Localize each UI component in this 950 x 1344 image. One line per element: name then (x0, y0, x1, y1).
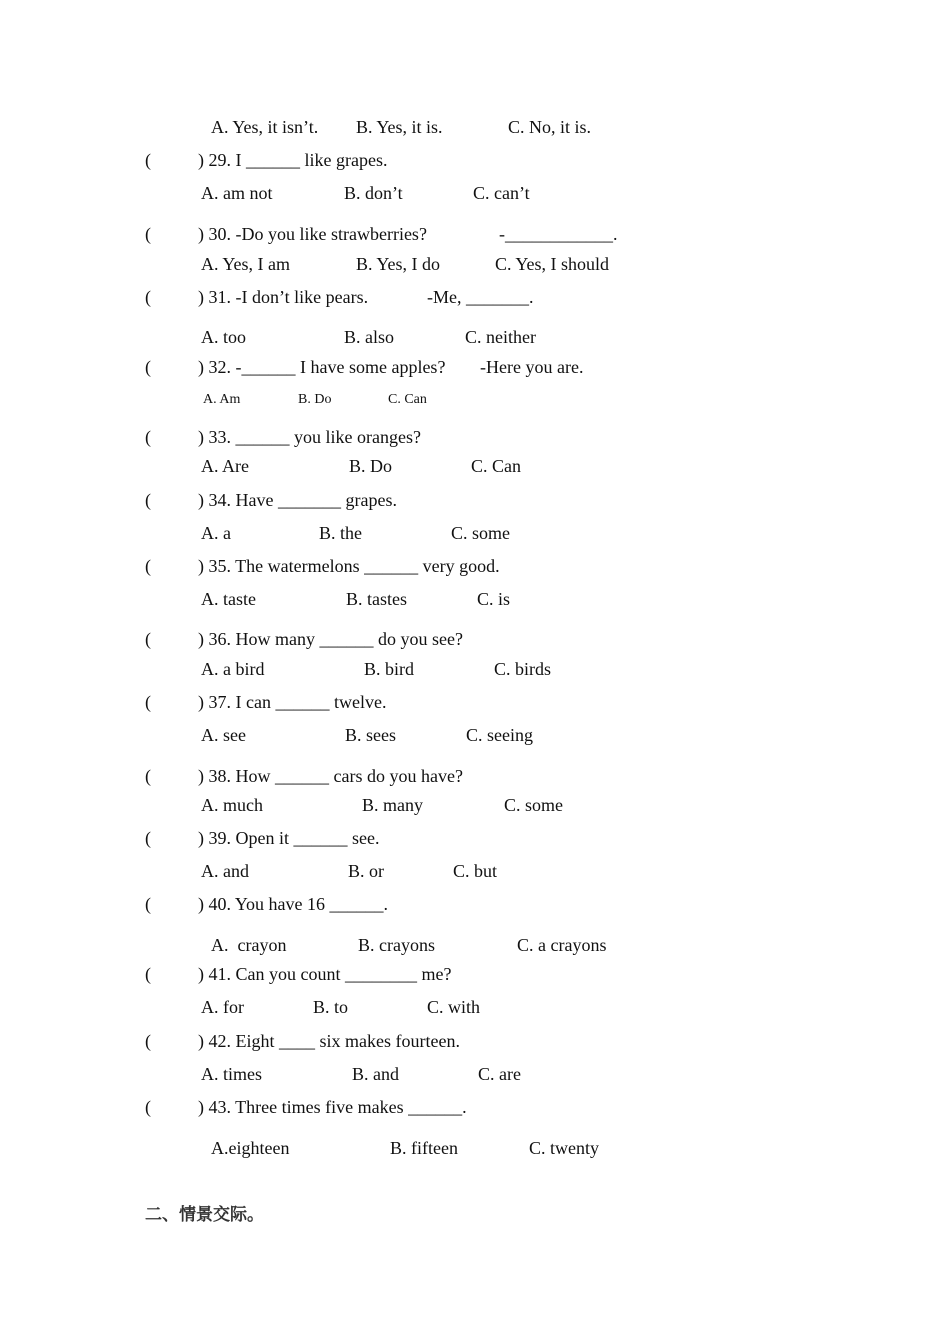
q41-option-a: A. for (201, 997, 244, 1017)
answer-paren: ( (145, 692, 151, 712)
q43-option-b: B. fifteen (390, 1138, 458, 1158)
answer-paren: ( (145, 1097, 151, 1117)
q30-option-a: A. Yes, I am (201, 254, 291, 274)
q31-option-c: C. neither (465, 327, 536, 347)
q37-option-b: B. sees (345, 725, 396, 745)
q40-option-b: B. crayons (358, 935, 435, 955)
q41-option-b: B. to (313, 997, 349, 1017)
question-38: ) 38. How ______ cars do you have? (198, 766, 463, 786)
answer-paren: ( (145, 287, 151, 307)
q39-option-a: A. and (201, 861, 249, 881)
q36-option-b: B. bird (364, 659, 415, 679)
answer-paren: ( (145, 490, 151, 510)
q40-option-c: C. a crayons (517, 935, 607, 955)
q38-option-a: A. much (201, 795, 263, 815)
answer-paren: ( (145, 150, 151, 170)
q39-option-b: B. or (348, 861, 384, 881)
answer-paren: ( (145, 766, 151, 786)
q28-option-b: B. Yes, it is. (356, 117, 443, 137)
question-31: ) 31. -I don’t like pears. (198, 287, 369, 307)
q35-option-c: C. is (477, 589, 511, 609)
answer-paren: ( (145, 427, 151, 447)
q32-option-b: B. Do (298, 392, 332, 407)
q32-option-c: C. Can (388, 392, 427, 407)
question-30: ) 30. -Do you like strawberries? (198, 224, 427, 244)
q28-option-c: C. No, it is. (508, 117, 592, 137)
q29-option-a: A. am not (201, 183, 273, 203)
section-title: 二、情景交际。 (145, 1205, 264, 1225)
q34-option-c: C. some (451, 523, 511, 543)
q38-option-c: C. some (504, 795, 564, 815)
question-32: ) 32. -______ I have some apples? (198, 357, 446, 377)
question-31-response: -Me, _______. (427, 287, 534, 307)
question-32-response: -Here you are. (480, 357, 584, 377)
q28-option-a: A. Yes, it isn’t. (211, 117, 319, 137)
question-42: ) 42. Eight ____ six makes fourteen. (198, 1031, 460, 1051)
q33-option-a: A. Are (201, 456, 249, 476)
answer-paren: ( (145, 1031, 151, 1051)
q38-option-b: B. many (362, 795, 423, 815)
q32-option-a: A. Am (203, 392, 241, 407)
q34-option-a: A. a (201, 523, 231, 543)
q42-option-c: C. are (478, 1064, 521, 1084)
q30-option-c: C. Yes, I should (495, 254, 610, 274)
question-30-response: -____________. (499, 224, 618, 244)
question-29: ) 29. I ______ like grapes. (198, 150, 388, 170)
q35-option-b: B. tastes (346, 589, 407, 609)
q42-option-a: A. times (201, 1064, 262, 1084)
q36-option-c: C. birds (494, 659, 552, 679)
answer-paren: ( (145, 224, 151, 244)
answer-paren: ( (145, 894, 151, 914)
question-43: ) 43. Three times five makes ______. (198, 1097, 467, 1117)
q35-option-a: A. taste (201, 589, 256, 609)
q30-option-b: B. Yes, I do (356, 254, 441, 274)
question-37: ) 37. I can ______ twelve. (198, 692, 387, 712)
answer-paren: ( (145, 629, 151, 649)
q42-option-b: B. and (352, 1064, 399, 1084)
q43-option-a: A.eighteen (211, 1138, 290, 1158)
q29-option-b: B. don’t (344, 183, 403, 203)
question-36: ) 36. How many ______ do you see? (198, 629, 463, 649)
question-35: ) 35. The watermelons ______ very good. (198, 556, 500, 576)
q31-option-b: B. also (344, 327, 395, 347)
question-33: ) 33. ______ you like oranges? (198, 427, 421, 447)
answer-paren: ( (145, 556, 151, 576)
q33-option-c: C. Can (471, 456, 522, 476)
q29-option-c: C. can’t (473, 183, 530, 203)
question-40: ) 40. You have 16 ______. (198, 894, 389, 914)
answer-paren: ( (145, 357, 151, 377)
q37-option-c: C. seeing (466, 725, 533, 745)
question-34: ) 34. Have _______ grapes. (198, 490, 397, 510)
q43-option-c: C. twenty (529, 1138, 599, 1158)
q31-option-a: A. too (201, 327, 246, 347)
q36-option-a: A. a bird (201, 659, 265, 679)
answer-paren: ( (145, 828, 151, 848)
q41-option-c: C. with (427, 997, 481, 1017)
q34-option-b: B. the (319, 523, 362, 543)
q33-option-b: B. Do (349, 456, 393, 476)
question-39: ) 39. Open it ______ see. (198, 828, 380, 848)
q40-option-a: A. crayon (211, 935, 287, 955)
question-41: ) 41. Can you count ________ me? (198, 964, 452, 984)
q37-option-a: A. see (201, 725, 246, 745)
q39-option-c: C. but (453, 861, 498, 881)
answer-paren: ( (145, 964, 151, 984)
